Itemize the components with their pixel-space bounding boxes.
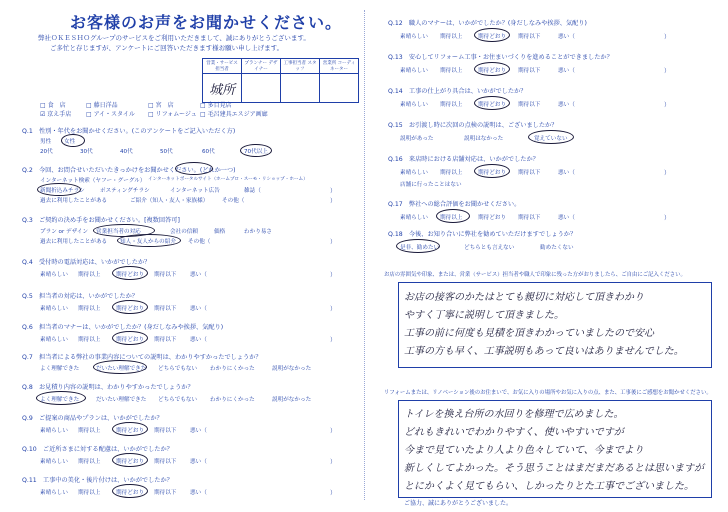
q7-option[interactable]: よく理解できた <box>40 366 80 372</box>
paren-close: ） <box>330 188 337 195</box>
q9-option[interactable]: 期待以下 <box>154 428 177 434</box>
intro-line-1: 弊社ＯＫＥＳＨＯグループのサービスをご利用いただきまして、誠にありがとうございます。 <box>38 34 310 42</box>
q16-option[interactable]: 期待どおり <box>478 170 506 176</box>
question-17-label: Q.17 弊社への総合評価をお聞かせください。 <box>388 201 521 208</box>
q10-option[interactable]: 素晴らしい <box>40 459 68 465</box>
staff-header-sales: 営業・サービス 担当者 <box>203 59 242 74</box>
question-3-label: Q.3 ご契約の決め手をお聞かせください。[複数回答可] <box>22 217 180 224</box>
selection-circle <box>436 209 470 223</box>
q8-option[interactable]: よく理解できた <box>40 397 80 403</box>
q4-option[interactable]: 悪い（ <box>190 272 207 278</box>
staff-value-sales: 城所 <box>203 74 242 103</box>
q11-option[interactable]: 期待どおり <box>116 490 144 496</box>
q12-option[interactable]: 悪い（ <box>558 34 575 40</box>
q17-option[interactable]: 期待以上 <box>440 215 463 221</box>
question-7-label: Q.7 担当者による弊社の事業内容についての説明は、わかりやすかったでしょうか？ <box>22 354 262 361</box>
q3-option[interactable]: 会社の信頼 <box>170 229 198 235</box>
question-4-label: Q.4 受付時の電話対応は、いかがでしたか？ <box>22 259 151 266</box>
q1-option[interactable]: 50代 <box>160 149 173 155</box>
q3-option[interactable]: わかり易さ <box>244 229 272 235</box>
q13-option[interactable]: 期待以上 <box>440 68 463 74</box>
selection-circle <box>37 183 81 196</box>
q8-option[interactable]: どちらでもない <box>158 397 198 403</box>
selection-circle <box>112 266 148 280</box>
staff-header-planner: プランナー デザイナー <box>242 59 281 74</box>
q3-option[interactable]: 価格 <box>214 229 226 235</box>
selection-circle <box>93 360 147 374</box>
selection-circle <box>474 62 510 76</box>
intro-line-2: ご多忙と存じますが、アンケートにご回答いただきます様お願い申し上げます。 <box>50 44 284 52</box>
staff-value-construction <box>281 74 320 103</box>
selection-circle <box>36 391 86 405</box>
q12-option[interactable]: 期待どおり <box>478 34 506 40</box>
comment-1-label: お店の雰囲気や印象、または、営業（サービス）担当者や職人で印象に残った方がおりましたら、ご自由にご記入ください。 <box>384 272 686 278</box>
comment-2-line: どれもきれいでわかりやすく、使いやすいですが <box>404 427 624 438</box>
q2-option[interactable]: 過去に利用したことがある <box>40 198 108 204</box>
q9-option[interactable]: 悪い（ <box>190 428 207 434</box>
q6-option[interactable]: 期待以上 <box>78 337 101 343</box>
store-option[interactable]: □ 食 店 <box>40 102 66 109</box>
q2-option[interactable]: ご紹介（知人・友人・家族様） <box>130 198 209 204</box>
q15-option[interactable]: 覚えていない <box>534 136 568 142</box>
q1-option[interactable]: 男性 <box>40 139 52 145</box>
paren-close: ） <box>664 68 671 75</box>
paren-close: ） <box>330 239 337 246</box>
q6-option[interactable]: 期待どおり <box>116 337 144 343</box>
q9-option[interactable]: 期待以上 <box>78 428 101 434</box>
question-11-label: Q.11 工事中の美化・後片付けは、いかがでしたか？ <box>22 477 173 484</box>
q4-option[interactable]: 期待以下 <box>154 272 177 278</box>
q17-option[interactable]: 悪い（ <box>558 215 575 221</box>
selection-circle <box>474 96 510 110</box>
paren-close: ） <box>330 428 337 435</box>
q13-option[interactable]: 期待どおり <box>478 68 506 74</box>
comment-2-line: とにかくよく見てもらい、しかったりとた工事でございました。 <box>404 481 694 492</box>
q5-option[interactable]: 期待以下 <box>154 306 177 312</box>
paren-close: ） <box>330 198 337 205</box>
selection-circle <box>112 331 148 345</box>
store-option[interactable]: □ 藤日洋品 <box>86 102 118 109</box>
q7-option[interactable]: だいたい理解できた <box>96 366 147 372</box>
q14-option[interactable]: 悪い（ <box>558 102 575 108</box>
q6-option[interactable]: 期待以下 <box>154 337 177 343</box>
q10-option[interactable]: 悪い（ <box>190 459 207 465</box>
q2-option[interactable]: インターネット広告 <box>170 188 220 194</box>
q1-option[interactable]: 20代 <box>40 149 53 155</box>
selection-circle <box>528 130 574 144</box>
selection-circle <box>396 239 440 253</box>
q3-option[interactable]: 営業担当者の対応 <box>96 229 141 235</box>
question-12-label: Q.12 職人のマナーは、いかがでしたか？(身だしなみや挨拶、気配り) <box>388 20 587 27</box>
q16-option[interactable]: 期待以下 <box>518 170 541 176</box>
q8-option[interactable]: だいたい理解できた <box>96 397 147 403</box>
q1-option[interactable]: 60代 <box>202 149 215 155</box>
comment-1-line: やすく丁寧に説明して頂きました。 <box>404 310 564 321</box>
q4-option[interactable]: 期待以上 <box>78 272 101 278</box>
paren-close: ） <box>664 102 671 109</box>
staff-value-planner <box>242 74 281 103</box>
question-16-label: Q.16 来店時における店舗対応は、いかがでしたか？ <box>388 156 539 163</box>
comment-1-line: お店の接客のかたはとても親切に対応して頂きわかり <box>404 292 644 303</box>
q17-option[interactable]: 期待どおり <box>478 215 506 221</box>
paren-close: ） <box>330 306 337 313</box>
question-5-label: Q.5 担当者の対応は、いかがでしたか？ <box>22 293 138 300</box>
staff-value-office <box>320 74 359 103</box>
q8-option[interactable]: わかりにくかった <box>210 397 255 403</box>
comment-2-line: 今まで見ていたより人より色々していて、今までより <box>404 445 644 456</box>
q15-option[interactable]: 説明があった <box>400 136 434 142</box>
q7-option[interactable]: どちらでもない <box>158 366 198 372</box>
paren-close: ） <box>664 215 671 222</box>
comment-1-line: 工事の方も早く、工事説明もあって良いはありませんでした。 <box>404 346 684 357</box>
store-option[interactable]: □ 宮 店 <box>148 102 174 109</box>
q13-option[interactable]: 悪い（ <box>558 68 575 74</box>
paren-close: ） <box>664 170 671 177</box>
question-6-label: Q.6 担当者のマナーは、いかがでしたか？(身だしなみや挨拶、気配り) <box>22 324 224 331</box>
q10-option[interactable]: 期待以上 <box>78 459 101 465</box>
q11-option[interactable]: 素晴らしい <box>40 490 68 496</box>
staff-table <box>202 58 359 103</box>
q14-option[interactable]: 素晴らしい <box>400 102 428 108</box>
q5-option[interactable]: 期待以上 <box>78 306 101 312</box>
paren-close: ） <box>664 34 671 41</box>
q3-option[interactable]: プラン or デザイン <box>40 229 89 235</box>
staff-header-construction: 工事担当者 スタッフ <box>281 59 320 74</box>
q16-option[interactable]: 店舗に行ったことはない <box>400 182 462 188</box>
page-title: お客様のお声をお聞かせください。 <box>70 13 343 32</box>
q13-option[interactable]: 素晴らしい <box>400 68 428 74</box>
q6-option[interactable]: 悪い（ <box>190 337 207 343</box>
selection-circle <box>117 234 181 247</box>
q3-option[interactable]: 知人・友人からの紹介 <box>120 239 176 245</box>
question-1-label: Q.1 性別・年代をお聞かせください。(このアンケートをご記入いただく方) <box>22 128 236 135</box>
q14-option[interactable]: 期待以上 <box>440 102 463 108</box>
comment-1-line: 工事の前に何度も見積を頂きわかっていましたので安心 <box>404 328 654 339</box>
q1-option[interactable]: 女性 <box>64 139 76 145</box>
selection-circle <box>474 164 510 178</box>
q16-option[interactable]: 素晴らしい <box>400 170 428 176</box>
selection-circle <box>112 300 148 314</box>
selection-circle <box>61 134 85 147</box>
question-9-label: Q.9 ご提案の商品やプランは、いかがでしたか？ <box>22 415 163 422</box>
selection-circle <box>112 422 148 436</box>
q18-option[interactable]: どちらとも言えない <box>464 245 515 251</box>
q18-option[interactable]: 勧めたくない <box>540 245 574 251</box>
question-8-label: Q.8 お見積り内容の説明は、わかりやすかったでしょうか？ <box>22 384 194 391</box>
comment-2-line: 新しくしてよかった。そう思うことはまだまだあるとは思いますが <box>404 463 704 474</box>
q16-option[interactable]: 期待以上 <box>440 170 463 176</box>
paren-close: ） <box>330 490 337 497</box>
store-option[interactable]: □ 多目見店 <box>200 102 232 109</box>
q1-option[interactable]: 70代以上 <box>244 149 268 155</box>
selection-circle <box>112 484 148 498</box>
question-10-label: Q.10 ご近所さまに対する配慮は、いかがでしたか？ <box>22 446 173 453</box>
staff-header-office: 営業所 コーディネーター <box>320 59 359 74</box>
q11-option[interactable]: 期待以下 <box>154 490 177 496</box>
q2-option[interactable]: 雑誌（ <box>244 188 261 194</box>
q2-option[interactable]: ポスティングチラシ <box>100 188 150 194</box>
question-2-label: Q.2 今回、お問合せいただいたきっかけをお聞かせください。(どれか一つ) <box>22 167 236 174</box>
selection-circle <box>175 162 213 175</box>
q9-option[interactable]: 素晴らしい <box>40 428 68 434</box>
center-divider <box>364 10 366 500</box>
q1-option[interactable]: 30代 <box>80 149 93 155</box>
question-13-label: Q.13 安心してリフォーム工事・お住まいづくりを進めることができましたか？ <box>388 54 613 61</box>
q14-option[interactable]: 期待以下 <box>518 102 541 108</box>
q7-option[interactable]: わかりにくかった <box>210 366 255 372</box>
q2-option[interactable]: 新聞折込みチラシ <box>40 188 85 194</box>
question-15-label: Q.15 お引渡し時に次回の点検の説明は、ございましたか？ <box>388 122 558 129</box>
question-18-label: Q.18 今後、お知り合いに弊社を勧めていただけますでしょうか？ <box>388 231 577 238</box>
q11-option[interactable]: 期待以上 <box>78 490 101 496</box>
comment-2-line: トイレを換え台所の水回りを修理で広めました。 <box>404 409 624 420</box>
paren-close: ） <box>330 337 337 344</box>
selection-circle <box>474 28 510 42</box>
comment-2-label: リフォームまたは、リノベーション後のお住まいで、お気に入りの場所やお気に入りの点、また、工事後にご感想をお聞かせください。 <box>384 390 712 396</box>
q17-option[interactable]: 素晴らしい <box>400 215 428 221</box>
q13-option[interactable]: 期待以下 <box>518 68 541 74</box>
q12-option[interactable]: 期待以上 <box>440 34 463 40</box>
q17-option[interactable]: 期待以下 <box>518 215 541 221</box>
q5-option[interactable]: 期待どおり <box>116 306 144 312</box>
paren-close: ） <box>330 272 337 279</box>
q3-option[interactable]: 過去に利用したことがある <box>40 239 108 245</box>
q4-option[interactable]: 素晴らしい <box>40 272 68 278</box>
q2-option[interactable]: その他（ <box>222 198 245 204</box>
q9-option[interactable]: 期待どおり <box>116 428 144 434</box>
question-14-label: Q.14 工事の仕上がり具合は、いかがでしたか？ <box>388 88 527 95</box>
q18-option[interactable]: 是非、勧めたい <box>400 245 440 251</box>
q12-option[interactable]: 期待以下 <box>518 34 541 40</box>
store-option[interactable]: □ リフォムージュ <box>148 111 197 118</box>
q12-option[interactable]: 素晴らしい <box>400 34 428 40</box>
q2-option[interactable]: インターネットポータルサイト（ホームプロ・スーモ・リショップ・ホーム） <box>148 177 308 182</box>
q16-option[interactable]: 悪い（ <box>558 170 575 176</box>
q15-option[interactable]: 説明はなかった <box>464 136 504 142</box>
selection-circle <box>112 453 148 467</box>
q3-option[interactable]: その他（ <box>188 239 211 245</box>
store-option[interactable]: □ 毛呂建具エスジア画廊 <box>200 111 268 118</box>
q7-option[interactable]: 説明がなかった <box>272 366 312 372</box>
store-option[interactable]: □ アイ・スタイル <box>86 111 135 118</box>
paren-close: ） <box>330 459 337 466</box>
q8-option[interactable]: 説明がなかった <box>272 397 312 403</box>
closing-text: ご協力、誠にありがとうございました。 <box>404 500 513 507</box>
selection-circle <box>240 144 272 157</box>
q10-option[interactable]: 期待どおり <box>116 459 144 465</box>
q5-option[interactable]: 悪い（ <box>190 306 207 312</box>
q2-option[interactable]: インターネット検索（ヤフー・グーグル） <box>40 178 146 184</box>
store-option[interactable]: ☑ 京え手店 <box>40 111 72 118</box>
q4-option[interactable]: 期待どおり <box>116 272 144 278</box>
q5-option[interactable]: 素晴らしい <box>40 306 68 312</box>
q11-option[interactable]: 悪い（ <box>190 490 207 496</box>
q6-option[interactable]: 素晴らしい <box>40 337 68 343</box>
q1-option[interactable]: 40代 <box>120 149 133 155</box>
q14-option[interactable]: 期待どおり <box>478 102 506 108</box>
q10-option[interactable]: 期待以下 <box>154 459 177 465</box>
